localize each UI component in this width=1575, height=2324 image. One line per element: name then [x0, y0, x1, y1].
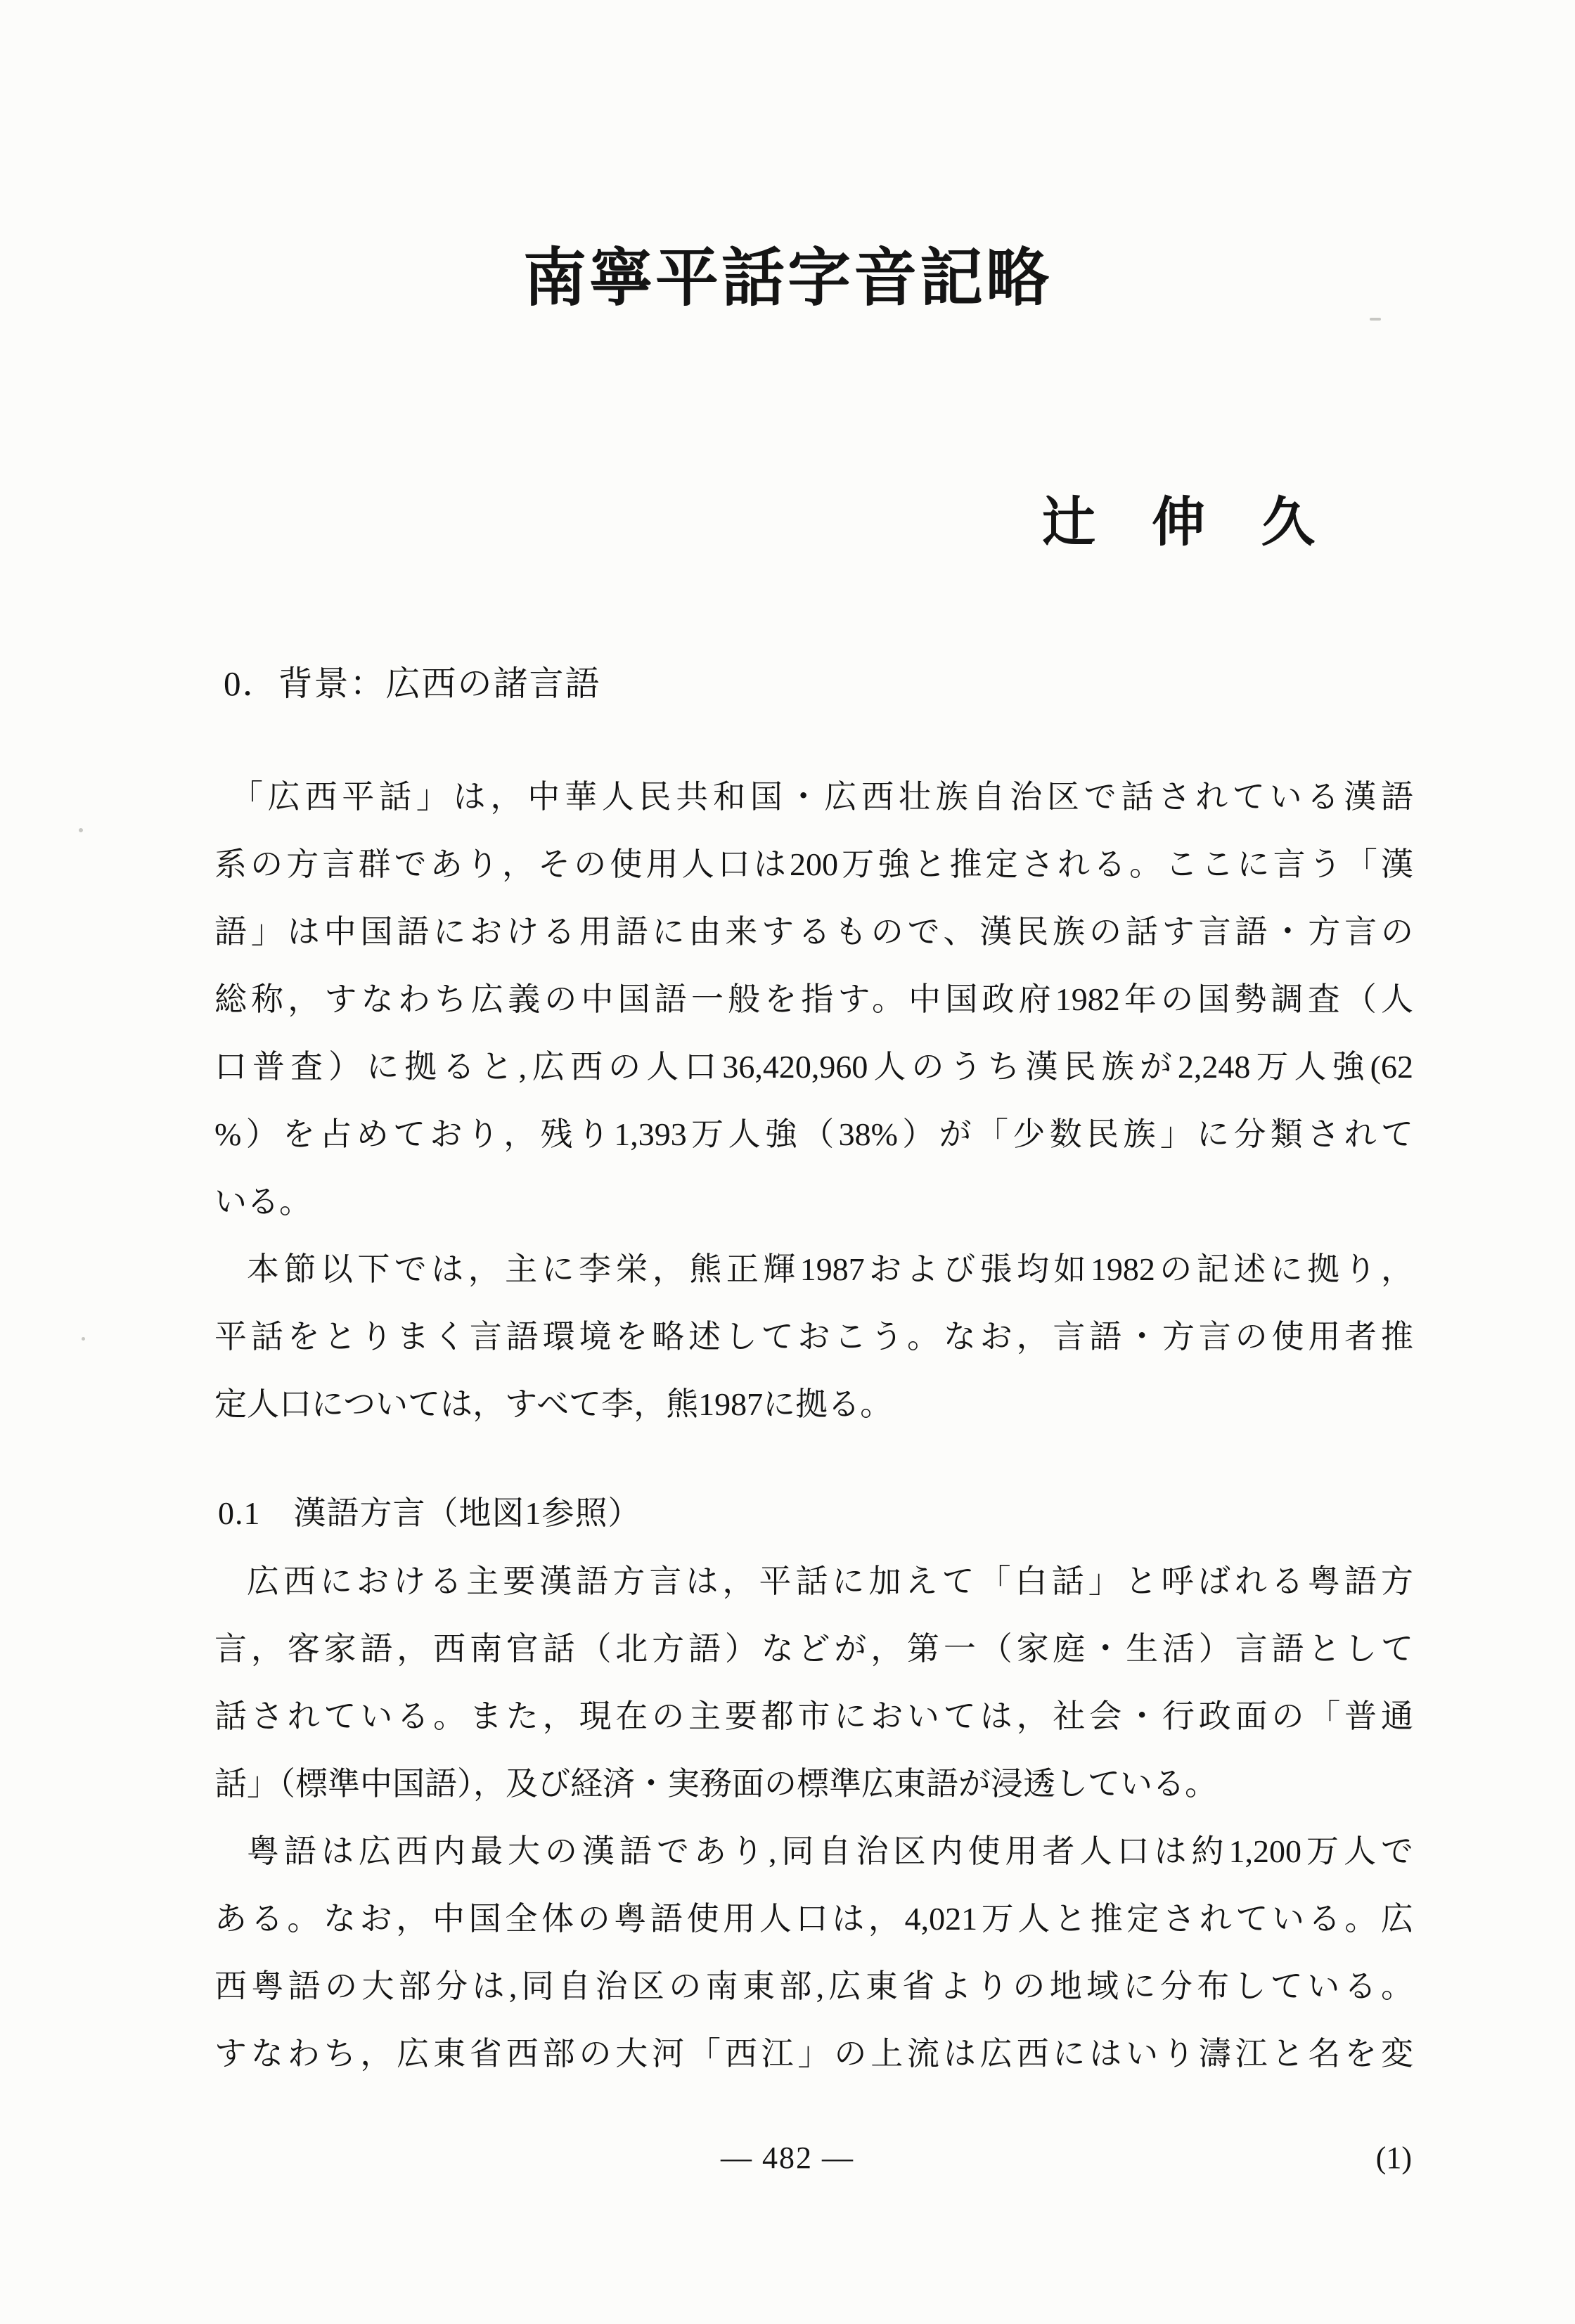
- body-line: 広西における主要漢語方言は，平話に加えて「白話」と呼ばれる粤語方: [247, 1563, 1413, 1599]
- scan-speck: [1370, 318, 1381, 321]
- body-line: %）を占めており，残り1,393万人強（38%）が「少数民族」に分類されて: [214, 1116, 1413, 1152]
- body-line: 話されている。また，現在の主要都市においては，社会・行政面の「普通: [214, 1698, 1413, 1734]
- body-line: ある。なお，中国全体の粤語使用人口は，4,021万人と推定されている。広: [214, 1901, 1413, 1937]
- body-line: 語」は中国語における用語に由来するもので、漢民族の話す言語・方言の: [214, 914, 1413, 950]
- scan-speck: [79, 828, 83, 832]
- body-line: 話」（標準中国語），及び経済・実務面の標準広東語が浸透している。: [214, 1766, 1217, 1802]
- body-line: 「広西平話」は，中華人民共和国・広西壮族自治区で話されている漢語: [231, 779, 1413, 815]
- body-line: 西粤語の大部分は,同自治区の南東部,広東省よりの地域に分布している。: [214, 1968, 1413, 2004]
- body-line: 定人口については，すべて李，熊1987に拠る。: [214, 1386, 893, 1422]
- body-line: 本節以下では，主に李栄，熊正輝1987および張均如1982の記述に拠り，: [247, 1251, 1413, 1287]
- body-line: 系の方言群であり，その使用人口は200万強と推定される。ここに言う「漢: [214, 846, 1413, 882]
- footer-sheet-number: (1): [1375, 2141, 1412, 2175]
- section-0-body: [214, 763, 1413, 1438]
- scan-speck: [82, 1337, 85, 1341]
- footer-page-number: — 482 —: [721, 2141, 854, 2175]
- body-line: いる。: [214, 1184, 311, 1220]
- body-line: 言，客家語，西南官話（北方語）などが，第一（家庭・生活）言語として: [214, 1631, 1413, 1667]
- author-name: 辻 伸 久: [1042, 493, 1316, 553]
- body-line: 口普査）に拠ると,広西の人口36,420,960人のうち漢民族が2,248万人強(62: [214, 1049, 1413, 1085]
- section-0-1-body: [214, 1548, 1413, 2088]
- body-line: 総称，すなわち広義の中国語一般を指す。中国政府1982年の国勢調査（人: [214, 981, 1413, 1017]
- body-line: すなわち，広東省西部の大河「西江」の上流は広西にはいり濤江と名を変: [214, 2036, 1413, 2072]
- section-heading-0-1: 0.1 漢語方言（地図1参照）: [218, 1495, 641, 1531]
- section-heading-0: 0．背景：広西の諸言語: [224, 664, 601, 703]
- page-title: 南寧平話字音記略: [523, 244, 1052, 314]
- body-line: 平話をとりまく言語環境を略述しておこう。なお，言語・方言の使用者推: [214, 1319, 1413, 1355]
- body-line: 粤語は広西内最大の漢語であり,同自治区内使用者人口は約1,200万人で: [247, 1833, 1413, 1869]
